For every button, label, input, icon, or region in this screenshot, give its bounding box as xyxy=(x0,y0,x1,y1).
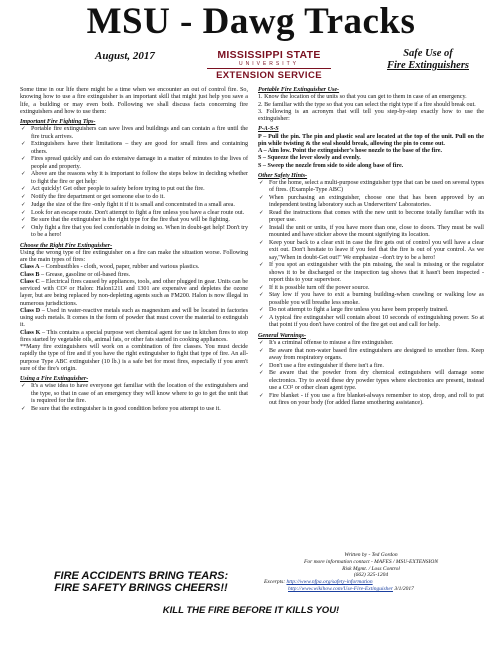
contact-line: For more information contact - MAFES / MSU-EXTENSION xyxy=(303,558,439,565)
list-item: ✓ Keep your back to a clear exit in case the fire gets out of control you will have a clear exit out. Don't hesitate to leave if you feel that the fire is out of your control. As we say,"When in doubt-Get out!" We emphasize –don't try to be a hero! xyxy=(258,240,484,262)
list-item: ✓ Be sure that the extinguisher is the right type for the fire that you will be fighting. xyxy=(20,217,248,224)
pass-step: S – Squeeze the lever slowly and evenly. xyxy=(258,155,361,162)
list-item: ✓ Extinguishers have their limitations – they are good for small fires and containing others. xyxy=(20,141,248,156)
list-item: ✓ It's a criminal offense to misuse a fire extinguisher. xyxy=(258,340,484,347)
slogan-line-1: FIRE ACCIDENTS BRING TEARS: xyxy=(53,570,229,582)
phone-line: (662) 325-1204 xyxy=(353,572,389,579)
list-item: ✓ Read the instructions that comes with the new unit to become totally familiar with its proper use. xyxy=(258,210,484,225)
article-topic-line-2: Fire Extinguishers xyxy=(387,60,469,71)
issue-date: August, 2017 xyxy=(95,50,155,62)
tips-list xyxy=(20,126,248,239)
list-item: ✓ Be aware that non-water based fire extinguishers are designed to smother fires. Keep away from respiratory organs. xyxy=(258,348,484,363)
logo-divider xyxy=(207,68,331,69)
wikihow-link[interactable]: http://www.wikihow.com/Use-Fire-Extinguisher xyxy=(288,585,393,592)
using-heading: Using a Fire Extinguisher- xyxy=(20,376,89,382)
pass-step: S – Sweep the nozzle from side to side along base of fire. xyxy=(258,162,404,169)
tips-heading: Important Fire Fighting Tips- xyxy=(20,119,96,125)
fire-class-b xyxy=(20,272,248,279)
pass-step: P – Pull the pin. The pin and plastic seal are located at the top of the unit. Pull on the pin while twisting & the seal should break, allowing the pin to come out. xyxy=(258,133,484,147)
class-name: Class B xyxy=(20,271,40,278)
newsletter-title: MSU - Dawg Tracks xyxy=(86,1,416,42)
list-item: ✓ Be sure that the extinguisher is in good condition before you attempt to use it. xyxy=(20,406,248,413)
fire-class-k xyxy=(20,330,248,345)
multi-class-note: **Many fire extinguishers will work on a combination of fire classes. You must decide rapidly the type of fire and if you have the right extinguisher to fight that type of fire. An all-purpose Type ABC extinguisher (10 lb.) is a safe bet for most fires, especially if you aren't sure of the fire's origin. xyxy=(20,344,248,372)
list-item: ✓ Don't use a fire extinguisher if there isn't a fire. xyxy=(258,363,484,370)
list-item: ✓ It's a wise idea to have everyone get familiar with the location of the extinguishers and the type, so that in case of an emergency they will know where to go to get the unit that is required for the fire. xyxy=(20,383,248,405)
logo-line-1: MISSISSIPPI STATE xyxy=(217,49,321,61)
choose-intro: Using the wrong type of fire extinguisher on a fire can make the situation worse. Following are the main types of fires: xyxy=(20,249,248,263)
list-item: ✓ Notify the fire department or get someone else to do it. xyxy=(20,194,248,201)
class-name: Class A xyxy=(20,264,40,271)
using-list xyxy=(20,383,248,413)
list-item: ✓ Fire blanket - if you use a fire blanket-always remember to stop, drop, and roll to put out fires on your body (for added flame smothering assistance). xyxy=(258,393,484,408)
msu-extension-logo xyxy=(205,50,333,81)
pass-heading: P-A-S-S xyxy=(258,126,279,133)
list-item: ✓ Look for an escape route. Don't attempt to fight a fire unless you have a clear route out. xyxy=(20,210,248,217)
list-item: ✓ Install the unit or units, if you have more than one, close to doors. They must be wall mounted and have sticker above the mount signifying its location. xyxy=(258,225,484,240)
portable-step: 3. Following is an acronym that will tell you step-by-step exactly how to use the extinguisher: xyxy=(258,108,484,122)
list-item: ✓ Act quickly! Get other people to safety before trying to put out the fire. xyxy=(20,186,248,193)
general-warnings-list xyxy=(258,340,484,407)
list-item: ✓ If it is possible turn off the power source. xyxy=(258,285,484,292)
logo-line-2: UNIVERSITY xyxy=(238,61,299,67)
list-item: ✓ Only fight a fire that you feel comfortable in doing so. When in doubt-get help! Don't try to be a hero! xyxy=(20,225,248,240)
class-description: – This contains a special purpose wet chemical agent for use in kitchen fires to stop fires started by vegetable oils, animal fats, or other fats started in cooking appliances. xyxy=(20,329,248,343)
nfpa-link[interactable]: http://www.nfpa.org/safety-information xyxy=(286,579,373,586)
class-name: Class D xyxy=(20,307,41,314)
class-description: – Used in water-reactive metals such as magnesium and will be located in factories using such metals. It comes in the form of powder that must cover the material to extinguish it. xyxy=(20,307,248,329)
list-item: ✓ For the home, select a multi-purpose extinguisher type that can be used on several types of fires. (Example-Type ABC) xyxy=(258,180,484,195)
portable-step: 2. Be familiar with the type so that you can select the right type if a fire should break out. xyxy=(258,101,476,108)
excerpts-line-2 xyxy=(258,586,484,593)
portable-step: 1. Know the location of the units so that you can get to them in case of an emergency. xyxy=(258,94,467,101)
excerpts-label: Excerpts: xyxy=(264,579,286,586)
fire-class-c xyxy=(20,279,248,308)
other-hints-heading: Other Safety Hints- xyxy=(258,172,308,179)
list-item: ✓ A typical fire extinguisher will contain about 10 seconds of extinguishing power. So at that point if you don't have control of the fire get out and call for help. xyxy=(258,315,484,330)
office-line: Risk Mgmt. / Loss Control xyxy=(342,565,400,572)
class-name: Class C xyxy=(20,278,40,285)
choose-heading: Choose the Right Fire Extinguisher- xyxy=(20,242,113,249)
other-hints-list xyxy=(258,180,484,330)
list-item: ✓ When purchasing an extinguisher, choose one that has been approved by an independent testing laboratory such as Underwriters' Laboratories. xyxy=(258,195,484,210)
credit-block xyxy=(258,552,484,593)
list-item: ✓ Judge the size of the fire -only fight it if it is small and concentrated in a small area. xyxy=(20,202,248,209)
right-column xyxy=(258,87,484,408)
list-item: ✓ Above are the reasons why it is important to follow the steps below in deciding whether to fight the fire or get help: xyxy=(20,171,248,186)
article-topic xyxy=(368,48,488,72)
left-column xyxy=(20,87,248,413)
portable-heading: Portable Fire Extinguisher Use- xyxy=(258,87,340,93)
general-warnings-heading: General Warnings- xyxy=(258,332,307,339)
list-item: ✓ Do not attempt to fight a large fire unless you have been properly trained. xyxy=(258,307,484,314)
list-item: ✓ Fires spread quickly and can do extensive damage in a matter of minutes to the lives of people and property. xyxy=(20,156,248,171)
class-description: – Electrical fires caused by appliances, tools, and other plugged in gear. Units can be serviced with CO² or Halon: Halon1211 and 1301 are expensive and depletes the ozone layer, but are being replaced by non-depleting agents such as FM200. Halon is now illegal in numerous jurisdictions. xyxy=(20,278,248,307)
fire-class-a xyxy=(20,264,248,271)
list-item: ✓ Be aware that the powder from dry chemical extinguishers will damage some electronics. Try to avoid these dry powder types where electronics are present, instead use a CO² or other clean agent type. xyxy=(258,370,484,392)
intro-paragraph: Some time in our life there might be a time when we encounter an out of control fire. So, knowing how to use a fire extinguisher is an important skill that might just help you save a life, a building or may even both. Following we shall discuss facts concerning fire extinguishers and how to use them: xyxy=(20,87,248,115)
logo-line-3: EXTENSION SERVICE xyxy=(216,70,322,81)
class-name: Class K xyxy=(20,329,41,336)
class-description: – Grease, gasoline or oil-based fires. xyxy=(39,271,131,278)
credit-date: 3/1/2017 xyxy=(394,585,414,592)
class-description: – Combustibles - cloth, wood, paper, rubber and various plastics. xyxy=(39,264,200,271)
list-item: ✓ Stay low if you have to exit a burning building-when crawling or walking low as possible you will breathe less smoke. xyxy=(258,292,484,307)
fire-class-d xyxy=(20,308,248,330)
slogan-line-3: KILL THE FIRE BEFORE IT KILLS YOU! xyxy=(162,605,340,616)
article-topic-line-1: Safe Use of xyxy=(403,48,453,59)
slogan-line-2: FIRE SAFETY BRINGS CHEERS!! xyxy=(54,582,228,594)
excerpts-line xyxy=(258,579,484,586)
list-item: ✓ If you spot an extinguisher with the pin missing, the seal is missing or the regulator shows it to be discharged or the inspection tag shows that it hasn't been inspected - report this to your supervisor. xyxy=(258,262,484,284)
pass-step: A – Aim low. Point the extinguisher's hose nozzle to the base of the fire. xyxy=(258,148,443,154)
list-item: ✓ Portable fire extinguishers can save lives and buildings and can contain a fire until the fire truck arrives. xyxy=(20,126,248,141)
author-line: Written by - Ted Gordon xyxy=(344,552,398,558)
